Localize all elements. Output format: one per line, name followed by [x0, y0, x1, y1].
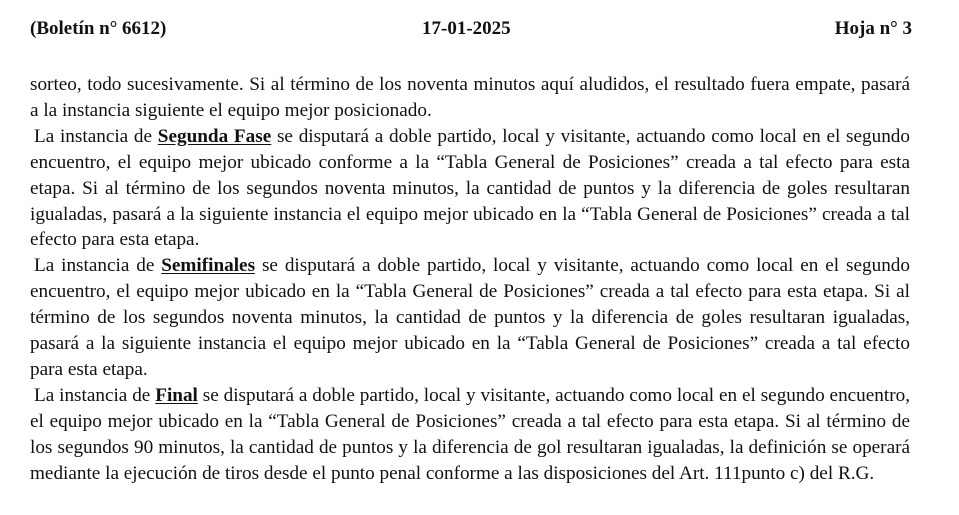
paragraph-text: sorteo, todo sucesivamente. Si al término de los noventa minutos aquí aludidos, el resultado fuera empate, pasará a la instancia siguiente el equipo mejor posicionado. [30, 74, 910, 121]
paragraph-lead: La instancia de [34, 255, 162, 277]
term-segunda-fase: Segunda Fase [157, 125, 272, 147]
paragraph-lead: La instancia de [34, 384, 156, 406]
page-number: Hoja n° 3 [834, 18, 912, 39]
paragraph-text: se disputará a doble partido, local y visitante, actuando como local en el segundo encuentro, el equipo mejor ubicado en la “Tabla General de Posiciones” creada a tal efecto para esta etapa. Si al término de los segundos noventa minutos, la cantidad de puntos y la diferencia de goles resultaran igualadas, pasará a la siguiente instancia el equipo mejor ubicado en la “Tabla General de Posiciones” creada a tal efecto para esta etapa. [30, 255, 910, 380]
term-final: Final [155, 384, 198, 406]
bulletin-number: (Boletín n° 6612) [30, 18, 167, 39]
paragraph-continuation [30, 72, 910, 124]
paragraph-text: se disputará a doble partido, local y visitante, actuando como local en el segundo encuentro, el equipo mejor ubicado conforme a la “Tabla General de Posiciones” creada a tal efecto para esta etapa. Si al término de los segundos noventa minutos, la cantidad de puntos y la diferencia de goles resultaran igualadas, pasará a la siguiente instancia el equipo mejor ubicado en la “Tabla General de Posiciones” creada a tal efecto para esta etapa. [30, 125, 910, 251]
document-body [30, 72, 910, 487]
paragraph-lead: La instancia de [34, 125, 158, 147]
paragraph-semifinales [30, 253, 910, 383]
page-header [30, 18, 912, 46]
paragraph-segunda-fase [30, 124, 910, 254]
term-semifinales: Semifinales [161, 255, 256, 277]
bulletin-date: 17-01-2025 [422, 18, 511, 39]
paragraph-text: se disputará a doble partido, local y visitante, actuando como local en el segundo encuentro, el equipo mejor ubicado en la “Tabla General de Posiciones” creada a tal efecto para esta etapa. Si al término de los segundos 90 minutos, la cantidad de puntos y la diferencia de gol resultaran igualadas, la definición se operará mediante la ejecución de tiros desde el punto penal conforme a las disposiciones del Art. 111punto c) del R.G. [30, 384, 911, 484]
paragraph-final [30, 383, 910, 487]
